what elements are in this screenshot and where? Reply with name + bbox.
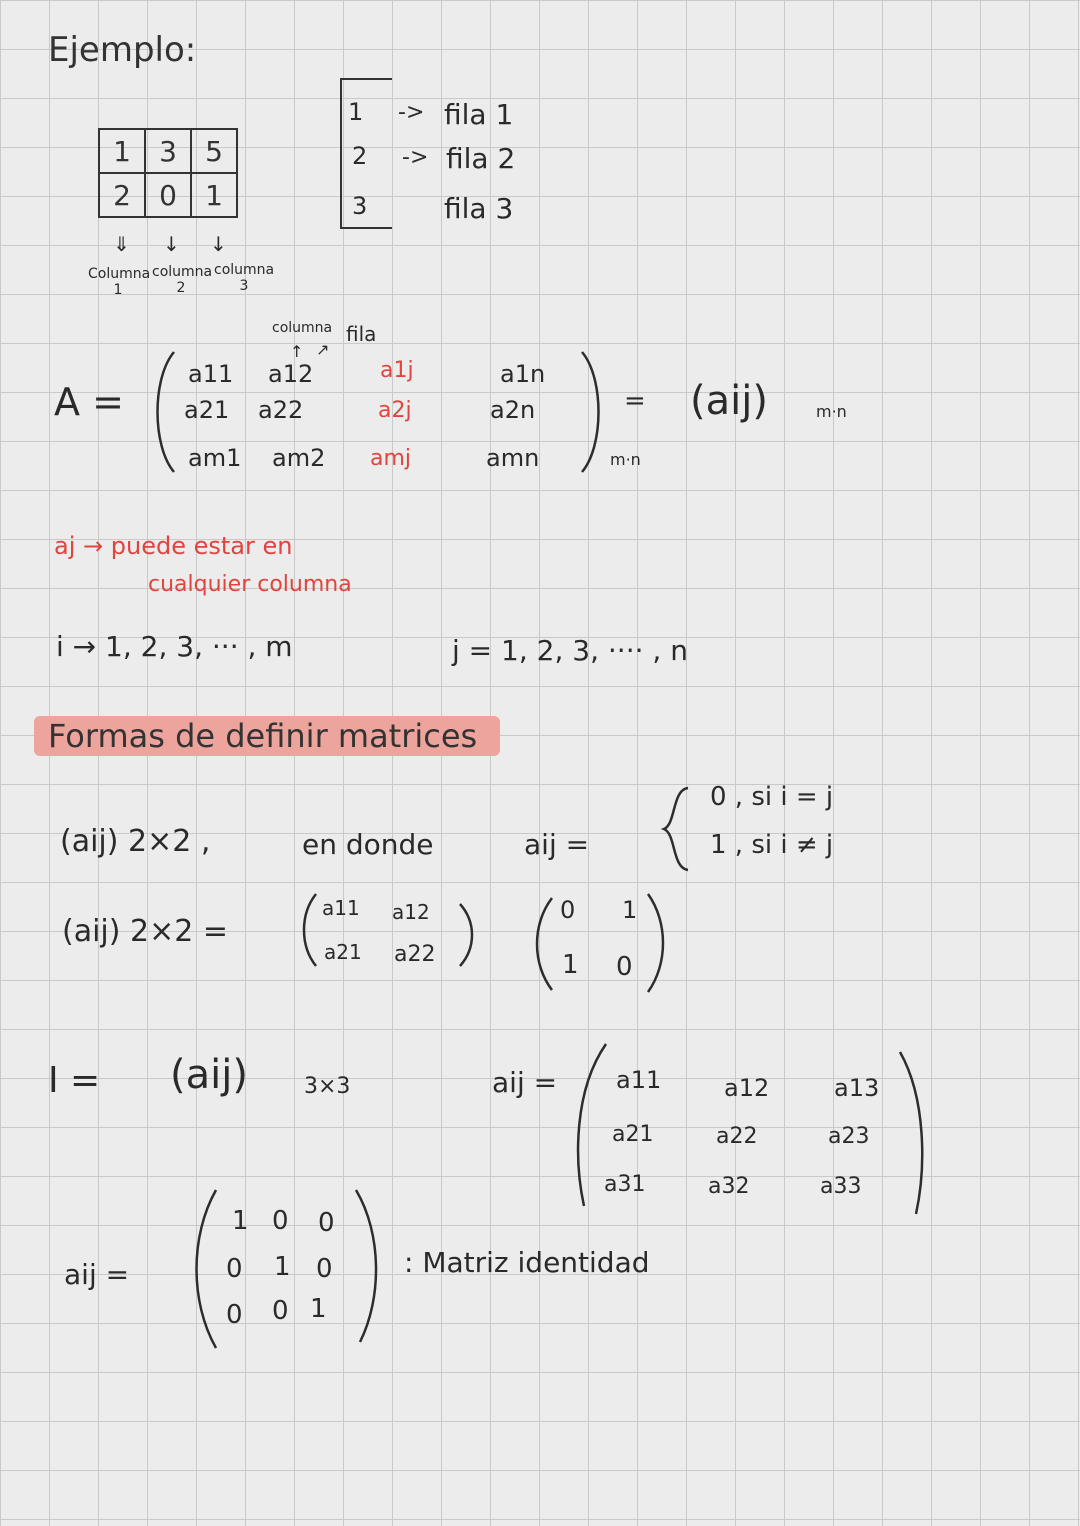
matrix-value: 0 — [616, 952, 633, 982]
matrix-entry: a11 — [616, 1066, 662, 1094]
matrix-entry: a11 — [322, 896, 360, 920]
identity-lhs: I = — [48, 1060, 101, 1101]
red-note-line1: aj → puede estar en — [54, 532, 293, 560]
red-note-line2: cualquier columna — [148, 572, 352, 597]
right-paren-icon — [456, 900, 480, 970]
arrow-icon: -> — [402, 145, 429, 170]
equals-sign: = — [624, 386, 646, 416]
matrix-value: 0 — [226, 1300, 243, 1330]
column-label-2 — [152, 264, 213, 296]
left-brace-icon — [658, 784, 692, 874]
column-label-1 — [88, 266, 151, 298]
matrix-value: 0 — [560, 896, 576, 924]
matrix-value: 1 — [622, 896, 638, 924]
matrix-entry: a22 — [394, 942, 436, 967]
matrix-value: 1 — [562, 950, 579, 980]
table-cell: 5 — [191, 129, 237, 173]
table-cell: 3 — [145, 129, 191, 173]
matrix-value: 0 — [318, 1208, 335, 1238]
matrix-entry-highlight: a2j — [378, 398, 412, 423]
matrix-entry: a2n — [490, 396, 536, 424]
matrix-entry: a31 — [604, 1172, 646, 1197]
matrix-entry: a23 — [828, 1124, 870, 1149]
column-label-num: 1 — [113, 282, 123, 298]
matrix-entry: a12 — [392, 900, 430, 924]
identity-caption: : Matriz identidad — [404, 1246, 650, 1279]
left-paren-icon — [296, 890, 320, 970]
matrix-entry-highlight: a1j — [380, 358, 414, 383]
matrix-entry: a22 — [258, 396, 304, 424]
example-matrix-table — [98, 128, 238, 218]
column-label-word: Columna — [88, 266, 151, 282]
row-number: 2 — [352, 142, 368, 170]
right-paren-icon — [352, 1186, 388, 1346]
matrix-entry: a21 — [184, 396, 230, 424]
compact-matrix: (aij) — [690, 378, 768, 424]
matrix-a-lhs: A = — [54, 380, 124, 424]
left-paren-icon — [186, 1186, 220, 1352]
column-label-word: columna — [214, 262, 275, 278]
left-paren-icon — [528, 894, 556, 994]
matrix-value: 1 — [232, 1206, 249, 1236]
table-row — [99, 173, 237, 217]
matrix-entry: a33 — [820, 1174, 862, 1199]
case-2: 1 , si i ≠ j — [710, 830, 834, 860]
matrix-entry: a13 — [834, 1074, 880, 1102]
matrix-entry: a12 — [268, 360, 314, 388]
matrix-subscript: m·n — [610, 450, 641, 469]
matrix-entry: a12 — [724, 1074, 770, 1102]
matrix-value: 0 — [226, 1254, 243, 1284]
matrix-value: 0 — [272, 1206, 289, 1236]
matrix-entry-highlight: amj — [370, 446, 412, 471]
identity-compact-sub: 3×3 — [304, 1074, 351, 1099]
column-label-num: 2 — [176, 280, 186, 296]
def2-lhs: (aij) 2×2 = — [62, 914, 228, 949]
matrix-entry: a11 — [188, 360, 234, 388]
row-number: 3 — [352, 192, 368, 220]
table-cell: 1 — [191, 173, 237, 217]
row-label: fila 2 — [446, 142, 516, 175]
fila-note: fila — [346, 322, 377, 346]
matrix-value: 1 — [310, 1294, 327, 1324]
matrix-entry: a21 — [612, 1122, 654, 1147]
matrix-entry: a22 — [716, 1124, 758, 1149]
down-arrow-icon: ⇓ — [113, 232, 130, 256]
table-cell: 0 — [145, 173, 191, 217]
matrix-entry: a21 — [324, 940, 362, 964]
identity-aij-eq2: aij = — [64, 1258, 130, 1291]
identity-compact: (aij) — [170, 1052, 248, 1098]
i-range: i → 1, 2, 3, ··· , m — [56, 630, 293, 663]
left-paren-icon — [148, 348, 178, 476]
right-paren-icon — [644, 890, 672, 996]
case-1: 0 , si i = j — [710, 782, 834, 812]
def1-lhs: (aij) 2×2 , — [60, 824, 211, 859]
def1-aij-eq: aij = — [524, 828, 590, 861]
column-label-num: 3 — [239, 278, 249, 294]
matrix-value: 1 — [274, 1252, 291, 1282]
up-arrow-icon: ↑ — [290, 342, 304, 361]
column-label-3 — [214, 262, 274, 294]
column-label-word: columna — [152, 264, 213, 280]
down-arrow-icon: ↓ — [210, 232, 227, 256]
row-number: 1 — [348, 98, 364, 126]
matrix-entry: amn — [486, 444, 540, 472]
identity-aij-eq: aij = — [492, 1066, 558, 1099]
matrix-entry: am2 — [272, 444, 326, 472]
table-cell: 2 — [99, 173, 145, 217]
down-arrow-icon: ↓ — [163, 232, 180, 256]
table-row — [99, 129, 237, 173]
diagonal-arrow-icon: ↗ — [316, 340, 330, 359]
matrix-entry: a1n — [500, 360, 546, 388]
table-cell: 1 — [99, 129, 145, 173]
row-label: fila 1 — [444, 98, 514, 131]
columna-note: columna — [272, 320, 333, 336]
page-heading: Ejemplo: — [48, 30, 197, 70]
right-paren-icon — [578, 348, 608, 476]
matrix-entry: am1 — [188, 444, 242, 472]
row-label: fila 3 — [444, 192, 514, 225]
section-title: Formas de definir matrices — [48, 717, 478, 755]
def1-en-donde: en donde — [302, 828, 434, 861]
matrix-value: 0 — [272, 1296, 289, 1326]
j-range: j = 1, 2, 3, ···· , n — [452, 634, 688, 667]
matrix-entry: a32 — [708, 1174, 750, 1199]
arrow-icon: -> — [398, 100, 425, 125]
right-paren-icon — [896, 1048, 932, 1218]
compact-subscript: m·n — [816, 402, 847, 421]
matrix-value: 0 — [316, 1254, 333, 1284]
